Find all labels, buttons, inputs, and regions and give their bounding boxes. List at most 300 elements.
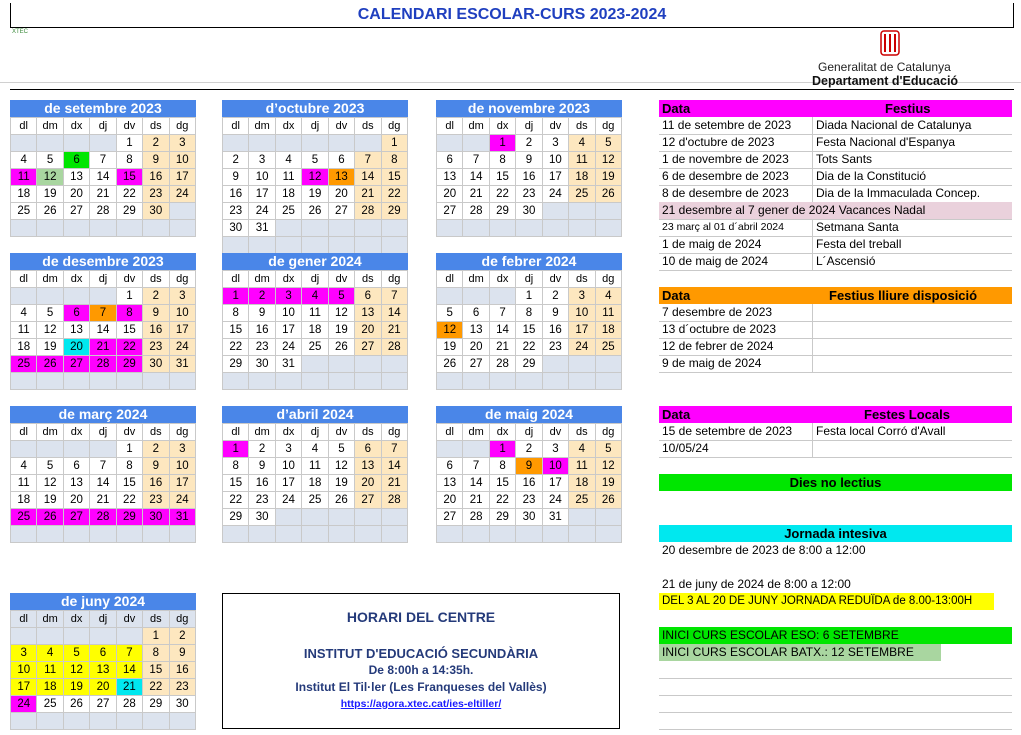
holiday-date: 15 de setembre de 2023 xyxy=(662,424,793,438)
empty-day-cell xyxy=(11,373,37,390)
weekday-label: dj xyxy=(302,271,328,288)
empty-day-cell xyxy=(355,509,381,526)
day-cell: 14 xyxy=(489,322,515,339)
day-cell: 13 xyxy=(437,475,463,492)
day-cell: 5 xyxy=(595,441,621,458)
day-cell: 9 xyxy=(143,305,169,322)
day-cell: 13 xyxy=(437,169,463,186)
day-cell: 19 xyxy=(37,339,63,356)
day-cell: 16 xyxy=(223,186,249,203)
day-cell: 30 xyxy=(249,509,275,526)
day-cell: 16 xyxy=(143,322,169,339)
day-cell: 9 xyxy=(542,305,568,322)
day-cell: 24 xyxy=(249,203,275,220)
holiday-date: 11 de setembre de 2023 xyxy=(662,118,792,132)
empty-day-cell xyxy=(249,237,275,254)
day-cell: 20 xyxy=(90,679,116,696)
day-cell: 25 xyxy=(11,509,37,526)
holiday-row xyxy=(659,440,1012,458)
empty-row xyxy=(659,695,1012,713)
weekday-label: dj xyxy=(90,611,116,628)
day-cell: 11 xyxy=(302,305,328,322)
day-cell: 25 xyxy=(595,339,621,356)
day-cell: 22 xyxy=(489,492,515,509)
empty-day-cell xyxy=(328,509,354,526)
vacances-nadal-text: 21 desembre al 7 gener de 2024 Vacances Nadal xyxy=(662,203,926,217)
day-cell: 1 xyxy=(223,441,249,458)
day-cell: 13 xyxy=(463,322,489,339)
day-cell: 16 xyxy=(516,475,542,492)
day-cell: 7 xyxy=(489,305,515,322)
day-cell: 17 xyxy=(542,475,568,492)
empty-day-cell xyxy=(169,203,195,220)
day-cell: 28 xyxy=(463,203,489,220)
empty-day-cell xyxy=(463,373,489,390)
empty-day-cell xyxy=(516,526,542,543)
weekday-label: dv xyxy=(328,424,354,441)
day-cell: 5 xyxy=(37,152,63,169)
day-cell: 8 xyxy=(223,305,249,322)
empty-day-cell xyxy=(169,526,195,543)
day-cell: 24 xyxy=(569,339,595,356)
day-cell: 21 xyxy=(463,492,489,509)
day-cell: 20 xyxy=(355,322,381,339)
empty-day-cell xyxy=(302,135,328,152)
day-cell: 28 xyxy=(90,356,116,373)
empty-day-cell xyxy=(381,356,407,373)
day-cell: 24 xyxy=(275,492,301,509)
day-cell: 3 xyxy=(169,288,195,305)
day-cell: 14 xyxy=(90,475,116,492)
day-cell: 2 xyxy=(143,441,169,458)
month-title: de novembre 2023 xyxy=(436,100,622,117)
empty-day-cell xyxy=(249,373,275,390)
day-cell: 29 xyxy=(116,203,142,220)
empty-day-cell xyxy=(249,526,275,543)
day-cell: 26 xyxy=(595,186,621,203)
day-cell: 20 xyxy=(328,186,354,203)
day-cell: 5 xyxy=(37,458,63,475)
weekday-label: dx xyxy=(275,424,301,441)
empty-day-cell xyxy=(275,509,301,526)
day-cell: 9 xyxy=(169,645,195,662)
day-cell: 9 xyxy=(143,152,169,169)
empty-day-cell xyxy=(169,220,195,237)
holiday-row xyxy=(659,304,1012,322)
day-cell: 8 xyxy=(116,305,142,322)
day-cell: 15 xyxy=(489,475,515,492)
empty-day-cell xyxy=(11,220,37,237)
day-cell: 31 xyxy=(169,356,195,373)
day-cell: 29 xyxy=(489,509,515,526)
day-cell: 15 xyxy=(116,322,142,339)
empty-day-cell xyxy=(595,220,621,237)
day-cell: 18 xyxy=(302,475,328,492)
day-cell: 14 xyxy=(116,662,142,679)
day-cell: 9 xyxy=(516,458,542,475)
empty-day-cell xyxy=(463,526,489,543)
lliure-head-title: Festius lliure disposició xyxy=(829,288,978,303)
day-cell: 3 xyxy=(542,135,568,152)
day-cell: 12 xyxy=(328,458,354,475)
empty-day-cell xyxy=(249,135,275,152)
empty-day-cell xyxy=(143,220,169,237)
day-cell: 1 xyxy=(489,135,515,152)
empty-day-cell xyxy=(37,373,63,390)
day-cell: 20 xyxy=(437,492,463,509)
day-cell: 7 xyxy=(463,458,489,475)
day-cell: 20 xyxy=(463,339,489,356)
day-cell: 11 xyxy=(569,152,595,169)
horari-url-link[interactable]: https://agora.xtec.cat/ies-eltiller/ xyxy=(340,698,502,710)
holiday-name: L´Ascensió xyxy=(816,254,876,268)
day-cell: 4 xyxy=(11,152,37,169)
weekday-label: dg xyxy=(169,118,195,135)
weekday-label: dg xyxy=(595,118,621,135)
day-cell: 11 xyxy=(37,662,63,679)
day-cell: 9 xyxy=(249,458,275,475)
day-cell: 10 xyxy=(275,458,301,475)
empty-day-cell xyxy=(328,373,354,390)
month-calendar xyxy=(436,100,622,237)
weekday-label: dg xyxy=(169,424,195,441)
empty-day-cell xyxy=(489,526,515,543)
day-cell: 29 xyxy=(223,356,249,373)
empty-day-cell xyxy=(489,220,515,237)
day-cell: 18 xyxy=(595,322,621,339)
day-cell: 24 xyxy=(275,339,301,356)
day-cell: 23 xyxy=(249,492,275,509)
day-cell: 2 xyxy=(516,441,542,458)
no-lectius-banner xyxy=(659,474,1012,491)
day-cell: 15 xyxy=(143,662,169,679)
vacances-nadal-row xyxy=(659,202,1012,220)
holiday-row xyxy=(659,134,1012,152)
day-cell: 25 xyxy=(569,186,595,203)
day-cell: 28 xyxy=(381,492,407,509)
empty-day-cell xyxy=(328,220,354,237)
month-title: de febrer 2024 xyxy=(436,253,622,270)
day-cell: 2 xyxy=(249,288,275,305)
empty-day-cell xyxy=(143,713,169,730)
weekday-label: dg xyxy=(595,424,621,441)
day-cell: 11 xyxy=(11,475,37,492)
locals-head-date: Data xyxy=(662,407,691,422)
empty-day-cell xyxy=(355,373,381,390)
empty-day-cell xyxy=(542,526,568,543)
day-cell: 27 xyxy=(437,509,463,526)
day-cell: 8 xyxy=(489,152,515,169)
day-cell: 4 xyxy=(569,441,595,458)
empty-day-cell xyxy=(11,628,37,645)
day-cell: 18 xyxy=(275,186,301,203)
day-cell: 14 xyxy=(355,169,381,186)
day-cell: 24 xyxy=(542,186,568,203)
horari-title: HORARI DEL CENTRE xyxy=(346,609,496,625)
month-title: d’octubre 2023 xyxy=(222,100,408,117)
day-cell: 20 xyxy=(437,186,463,203)
day-cell: 15 xyxy=(516,322,542,339)
holiday-row xyxy=(659,338,1012,356)
day-cell: 12 xyxy=(302,169,328,186)
weekday-label: dl xyxy=(437,271,463,288)
weekday-label: dl xyxy=(11,424,37,441)
day-cell: 31 xyxy=(542,509,568,526)
weekday-label: dm xyxy=(463,118,489,135)
month-calendar xyxy=(10,406,196,543)
empty-day-cell xyxy=(355,135,381,152)
month-calendar xyxy=(222,406,408,543)
weekday-label: dv xyxy=(542,424,568,441)
day-cell: 17 xyxy=(249,186,275,203)
day-cell: 25 xyxy=(275,203,301,220)
day-cell: 24 xyxy=(11,696,37,713)
day-cell: 6 xyxy=(328,152,354,169)
month-calendar xyxy=(436,406,622,543)
month-title: d’abril 2024 xyxy=(222,406,408,423)
weekday-label: dm xyxy=(249,271,275,288)
day-cell: 6 xyxy=(63,458,89,475)
day-cell: 12 xyxy=(437,322,463,339)
day-cell: 13 xyxy=(90,662,116,679)
day-cell: 21 xyxy=(90,492,116,509)
holiday-row xyxy=(659,117,1012,135)
empty-day-cell xyxy=(489,288,515,305)
weekday-label: dm xyxy=(37,118,63,135)
day-cell: 10 xyxy=(542,458,568,475)
day-cell: 30 xyxy=(249,356,275,373)
intensiva-title: Jornada intesiva xyxy=(784,526,887,541)
generalitat-crest-icon xyxy=(880,30,900,56)
day-cell: 9 xyxy=(516,152,542,169)
empty-row xyxy=(659,678,1012,696)
day-cell: 8 xyxy=(143,645,169,662)
empty-day-cell xyxy=(569,203,595,220)
weekday-label: ds xyxy=(355,118,381,135)
empty-day-cell xyxy=(116,713,142,730)
day-cell: 8 xyxy=(116,152,142,169)
holiday-row xyxy=(659,423,1012,441)
holiday-name: Setmana Santa xyxy=(816,220,899,234)
empty-day-cell xyxy=(90,220,116,237)
weekday-label: dv xyxy=(328,271,354,288)
day-cell: 15 xyxy=(381,169,407,186)
weekday-label: ds xyxy=(143,611,169,628)
holiday-row xyxy=(659,355,1012,373)
day-cell: 7 xyxy=(381,288,407,305)
day-cell: 17 xyxy=(569,322,595,339)
day-cell: 10 xyxy=(542,152,568,169)
empty-day-cell xyxy=(302,526,328,543)
day-cell: 18 xyxy=(11,339,37,356)
holiday-date: 7 desembre de 2023 xyxy=(662,305,773,319)
day-cell: 12 xyxy=(37,475,63,492)
generalitat-label: Generalitat de Catalunya xyxy=(818,60,951,74)
day-cell: 15 xyxy=(223,322,249,339)
weekday-label: dv xyxy=(116,271,142,288)
day-cell: 18 xyxy=(11,186,37,203)
day-cell: 21 xyxy=(489,339,515,356)
day-cell: 22 xyxy=(489,186,515,203)
day-cell: 10 xyxy=(275,305,301,322)
day-cell: 5 xyxy=(328,288,354,305)
day-cell: 26 xyxy=(328,339,354,356)
day-cell: 20 xyxy=(63,186,89,203)
day-cell: 15 xyxy=(116,169,142,186)
day-cell: 24 xyxy=(169,492,195,509)
day-cell: 22 xyxy=(223,492,249,509)
day-cell: 16 xyxy=(249,322,275,339)
day-cell: 22 xyxy=(223,339,249,356)
holiday-date: 1 de maig de 2024 xyxy=(662,237,762,251)
day-cell: 13 xyxy=(63,169,89,186)
empty-day-cell xyxy=(463,288,489,305)
day-cell: 25 xyxy=(11,203,37,220)
empty-day-cell xyxy=(90,628,116,645)
empty-day-cell xyxy=(302,237,328,254)
day-cell: 9 xyxy=(223,169,249,186)
day-cell: 11 xyxy=(569,458,595,475)
empty-day-cell xyxy=(37,628,63,645)
day-cell: 23 xyxy=(143,186,169,203)
day-cell: 24 xyxy=(542,492,568,509)
festius-header xyxy=(659,100,1012,117)
weekday-label: dx xyxy=(63,118,89,135)
day-cell: 4 xyxy=(569,135,595,152)
day-cell: 6 xyxy=(437,458,463,475)
month-calendar xyxy=(10,593,196,730)
day-cell: 2 xyxy=(223,152,249,169)
empty-day-cell xyxy=(437,441,463,458)
weekday-label: dx xyxy=(489,118,515,135)
day-cell: 10 xyxy=(11,662,37,679)
day-cell: 5 xyxy=(63,645,89,662)
lliure-header xyxy=(659,287,1012,304)
day-cell: 20 xyxy=(355,475,381,492)
empty-day-cell xyxy=(355,526,381,543)
day-cell: 20 xyxy=(63,339,89,356)
weekday-label: dl xyxy=(11,611,37,628)
empty-day-cell xyxy=(542,373,568,390)
empty-day-cell xyxy=(63,288,89,305)
day-cell: 23 xyxy=(516,186,542,203)
day-cell: 30 xyxy=(516,509,542,526)
day-cell: 28 xyxy=(489,356,515,373)
weekday-label: dv xyxy=(116,611,142,628)
day-cell: 8 xyxy=(116,458,142,475)
empty-day-cell xyxy=(489,373,515,390)
day-cell: 3 xyxy=(542,441,568,458)
weekday-label: dg xyxy=(169,611,195,628)
weekday-label: dx xyxy=(63,424,89,441)
day-cell: 12 xyxy=(37,322,63,339)
empty-day-cell xyxy=(381,237,407,254)
day-cell: 17 xyxy=(169,169,195,186)
day-cell: 6 xyxy=(90,645,116,662)
empty-day-cell xyxy=(90,135,116,152)
empty-day-cell xyxy=(63,713,89,730)
empty-day-cell xyxy=(90,288,116,305)
empty-day-cell xyxy=(63,441,89,458)
day-cell: 6 xyxy=(63,305,89,322)
day-cell: 28 xyxy=(463,509,489,526)
day-cell: 30 xyxy=(143,509,169,526)
day-cell: 27 xyxy=(90,696,116,713)
empty-day-cell xyxy=(328,237,354,254)
empty-day-cell xyxy=(116,373,142,390)
day-cell: 19 xyxy=(437,339,463,356)
day-cell: 22 xyxy=(116,186,142,203)
weekday-label: dx xyxy=(63,611,89,628)
day-cell: 29 xyxy=(143,696,169,713)
horari-hours: De 8:00h a 14:35h. xyxy=(368,663,474,677)
day-cell: 12 xyxy=(37,169,63,186)
day-cell: 26 xyxy=(437,356,463,373)
day-cell: 27 xyxy=(355,492,381,509)
weekday-label: dx xyxy=(275,271,301,288)
weekday-label: ds xyxy=(355,271,381,288)
holiday-row xyxy=(659,236,1012,254)
day-cell: 17 xyxy=(11,679,37,696)
day-cell: 4 xyxy=(11,458,37,475)
holiday-name: Festa Nacional d'Espanya xyxy=(816,135,956,149)
month-title: de gener 2024 xyxy=(222,253,408,270)
day-cell: 10 xyxy=(249,169,275,186)
day-cell: 27 xyxy=(63,203,89,220)
intensiva-line1: 20 desembre de 2023 de 8:00 a 12:00 xyxy=(662,543,866,557)
holiday-row xyxy=(659,185,1012,203)
day-cell: 1 xyxy=(223,288,249,305)
empty-day-cell xyxy=(90,373,116,390)
day-cell: 10 xyxy=(169,305,195,322)
jornada-reduida-row: DEL 3 AL 20 DE JUNY JORNADA REDUÏDA de 8.00-13:00H xyxy=(659,593,994,610)
day-cell: 1 xyxy=(116,288,142,305)
empty-day-cell xyxy=(595,509,621,526)
day-cell: 22 xyxy=(143,679,169,696)
day-cell: 27 xyxy=(355,339,381,356)
day-cell: 16 xyxy=(169,662,195,679)
weekday-label: dg xyxy=(381,424,407,441)
day-cell: 23 xyxy=(169,679,195,696)
day-cell: 28 xyxy=(355,203,381,220)
holiday-row xyxy=(659,321,1012,339)
day-cell: 12 xyxy=(595,152,621,169)
lliure-head-date: Data xyxy=(662,288,691,303)
day-cell: 4 xyxy=(595,288,621,305)
month-title: de març 2024 xyxy=(10,406,196,423)
empty-day-cell xyxy=(63,628,89,645)
day-cell: 8 xyxy=(516,305,542,322)
day-cell: 5 xyxy=(437,305,463,322)
weekday-label: dv xyxy=(116,118,142,135)
month-calendar xyxy=(10,100,196,237)
holiday-name: Diada Nacional de Catalunya xyxy=(816,118,972,132)
day-cell: 30 xyxy=(223,220,249,237)
month-calendar xyxy=(10,253,196,390)
day-cell: 14 xyxy=(90,322,116,339)
day-cell: 27 xyxy=(437,203,463,220)
empty-day-cell xyxy=(37,441,63,458)
day-cell: 14 xyxy=(381,305,407,322)
holiday-name: Dia de la Immaculada Concep. xyxy=(816,186,981,200)
weekday-label: dj xyxy=(516,424,542,441)
day-cell: 21 xyxy=(381,322,407,339)
weekday-label: dm xyxy=(37,424,63,441)
empty-day-cell xyxy=(275,526,301,543)
day-cell: 15 xyxy=(116,475,142,492)
holiday-date: 13 d´octubre de 2023 xyxy=(662,322,777,336)
day-cell: 23 xyxy=(143,339,169,356)
